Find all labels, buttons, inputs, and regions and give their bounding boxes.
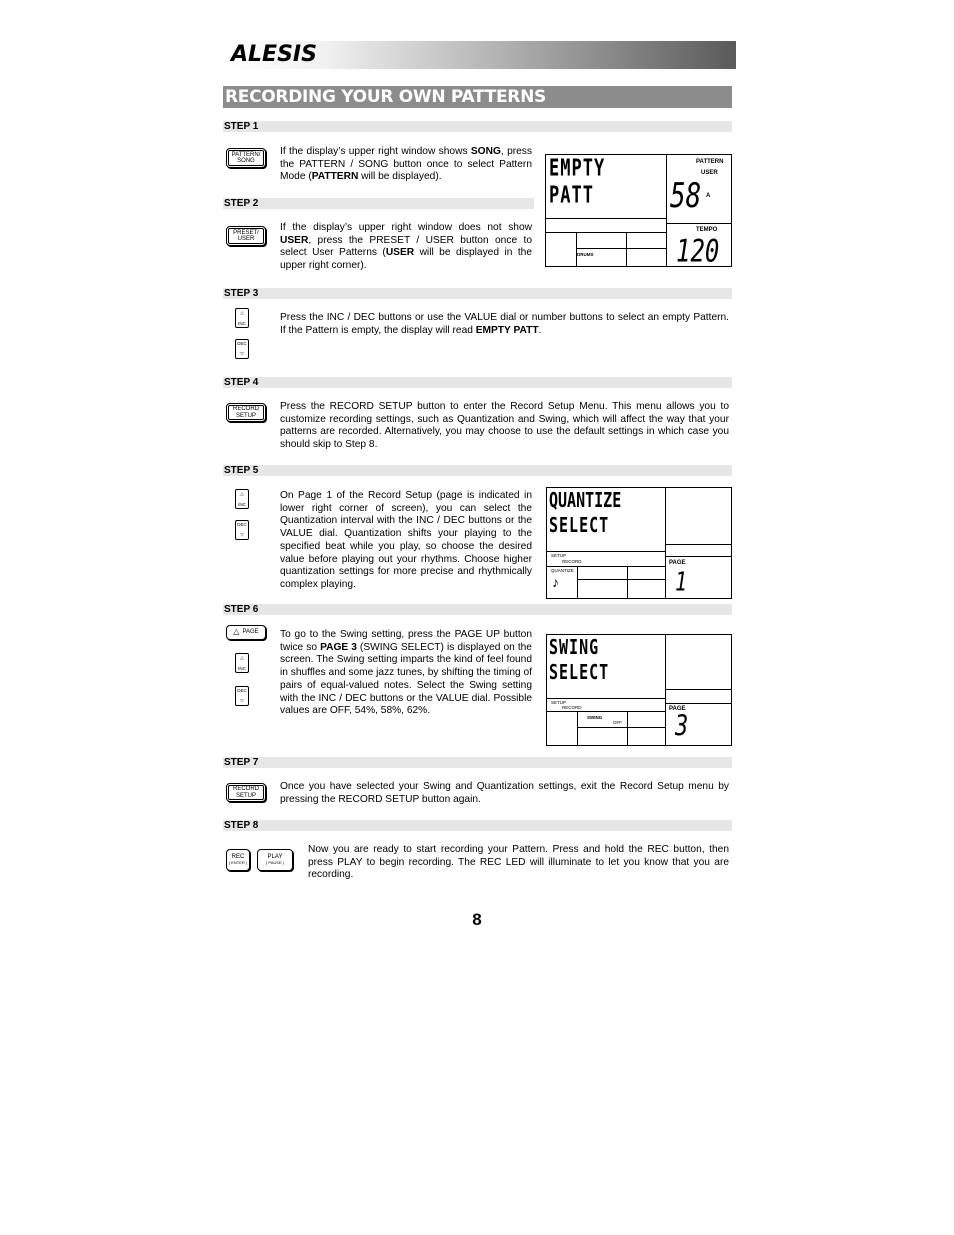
button-label: INC xyxy=(238,502,246,507)
button-label: INC xyxy=(238,321,246,326)
inc-button[interactable] xyxy=(235,308,249,328)
lcd-line1: EMPTY xyxy=(549,155,606,182)
step-label: STEP 2 xyxy=(224,198,259,209)
preset-user-button[interactable] xyxy=(226,226,266,246)
step-label: STEP 4 xyxy=(224,377,259,388)
lcd-line2: SELECT xyxy=(549,660,610,685)
up-triangle-icon: △ xyxy=(240,310,244,315)
pattern-number: 58 xyxy=(670,177,702,216)
lcd-line1: QUANTIZE xyxy=(549,488,622,513)
alesis-logo: ALESIS xyxy=(231,42,317,67)
note-icon: ♪ xyxy=(552,574,559,590)
button-label: PLAY xyxy=(267,853,283,860)
pattern-label: PATTERN xyxy=(696,159,724,165)
button-label: RECORD xyxy=(232,786,259,792)
lcd-line2: PATT xyxy=(549,182,594,209)
inc-button[interactable] xyxy=(235,653,249,673)
record-label: RECORD xyxy=(562,705,582,710)
dec-button[interactable] xyxy=(235,339,249,359)
step-label: STEP 6 xyxy=(224,604,259,615)
step-bar xyxy=(223,820,732,831)
step1-text: If the display’s upper right window shows SONG, press the PATTERN / SONG button once to select Pattern Mode (PATTERN will be displayed). xyxy=(280,146,532,183)
down-triangle-icon: ▽ xyxy=(240,698,244,703)
step8-text: Now you are ready to start recording your Pattern. Press and hold the REC button, then press PLAY to begin recording. The REC LED will illuminate to let you know that you are recording. xyxy=(308,844,729,881)
inc-button[interactable] xyxy=(235,489,249,509)
setup-label: SETUP xyxy=(551,700,567,705)
button-label: DEC xyxy=(237,341,247,346)
page-number: 8 xyxy=(472,910,482,929)
button-label: SONG xyxy=(237,158,255,164)
button-label: PATTERN/ xyxy=(231,151,261,158)
tempo-value: 120 xyxy=(676,233,720,270)
page-up-button[interactable] xyxy=(226,625,266,640)
up-triangle-icon: △ xyxy=(233,627,240,637)
quantize-label: QUANTIZE xyxy=(551,568,574,573)
record-setup-button[interactable] xyxy=(226,403,266,422)
page-label: PAGE xyxy=(669,706,686,712)
lcd-display-quantize xyxy=(546,487,732,599)
button-label: REC xyxy=(231,853,245,860)
step2-text: If the display’s upper right window does not show USER, press the PRESET / USER button once to select User Patterns (USER will be displayed in the upper right corner). xyxy=(280,222,532,272)
play-button[interactable] xyxy=(257,849,293,871)
button-sublabel: ( PAUSE ) xyxy=(265,860,285,865)
lcd-display-pattern xyxy=(545,154,732,270)
page-value: 1 xyxy=(675,566,688,598)
step-bar xyxy=(223,604,732,615)
pattern-song-button[interactable] xyxy=(226,148,266,168)
lcd-line1: SWING xyxy=(549,635,600,660)
button-label: SETUP xyxy=(235,792,256,799)
step-bar xyxy=(223,288,732,299)
drums-label: DRUMS xyxy=(577,252,594,257)
swing-label: SWING xyxy=(587,715,603,720)
step6-text: To go to the Swing setting, press the PAGE UP button twice so PAGE 3 (SWING SELECT) is displayed on the screen. The Swing setting imparts the kind of feel found in shuffles and some jazz tunes, by shifting the timing of pairs of equal-valued notes. Select the Swing setting with the INC / DEC buttons or the VALUE dial. Possible values are OFF, 54%, 58%, 62%. xyxy=(280,629,532,717)
button-label: DEC xyxy=(237,522,247,527)
lcd-display-swing xyxy=(546,634,732,746)
step3-text: Press the INC / DEC buttons or use the VALUE dial or number buttons to select an empty Pattern. If the Pattern is empty, the display will read EMPTY PATT. xyxy=(280,312,729,336)
step-label: STEP 8 xyxy=(224,820,259,831)
up-triangle-icon: △ xyxy=(240,491,244,496)
button-label: RECORD xyxy=(232,406,259,412)
button-sublabel: ( ENTER ) xyxy=(228,860,248,865)
button-label: USER xyxy=(237,236,255,242)
bank-label: A xyxy=(706,193,711,199)
setup-label: SETUP xyxy=(551,553,567,558)
record-label: RECORD xyxy=(562,559,582,564)
rec-button[interactable] xyxy=(226,849,250,871)
page-title: RECORDING YOUR OWN PATTERNS xyxy=(225,87,546,107)
step-label: STEP 7 xyxy=(224,757,259,768)
step5-text: On Page 1 of the Record Setup (page is indicated in lower right corner of screen), you can select the Quantization interval with the INC / DEC buttons or the VALUE dial. Quantization shifts your playing to the specified beat while you play, so choose the desired value before playing out your rhythms. Choose higher quantization settings for more precise and rhythmically complex playing. xyxy=(280,490,532,590)
step-label: STEP 5 xyxy=(224,465,259,476)
tempo-label: TEMPO xyxy=(696,227,718,233)
lcd-line2: SELECT xyxy=(549,513,610,538)
page-label: PAGE xyxy=(669,560,686,566)
step-label: STEP 3 xyxy=(224,288,259,299)
dec-button[interactable] xyxy=(235,520,249,540)
swing-value: OFF xyxy=(613,720,622,725)
step-bar xyxy=(223,757,732,768)
record-setup-button[interactable] xyxy=(226,783,266,802)
up-triangle-icon: △ xyxy=(240,655,244,660)
user-label: USER xyxy=(701,170,718,176)
page-value: 3 xyxy=(675,711,689,744)
button-label: PRESET/ xyxy=(233,229,259,236)
step-bar xyxy=(223,465,732,476)
dec-button[interactable] xyxy=(235,686,249,706)
button-label: INC xyxy=(238,666,246,671)
step-bar xyxy=(223,377,732,388)
step4-text: Press the RECORD SETUP button to enter the Record Setup Menu. This menu allows you to customize recording settings, such as Quantization and Swing, which will affect the way that your patterns are recorded. Alternatively, you may choose to use the default settings in which case you should skip to Step 8. xyxy=(280,401,729,451)
step-bar xyxy=(223,198,534,209)
step-bar xyxy=(223,121,732,132)
button-label: SETUP xyxy=(235,412,256,419)
step7-text: Once you have selected your Swing and Quantization settings, exit the Record Setup menu by pressing the RECORD SETUP button again. xyxy=(280,781,729,805)
step-label: STEP 1 xyxy=(224,121,259,132)
button-label: DEC xyxy=(237,688,247,693)
down-triangle-icon: ▽ xyxy=(240,532,244,537)
button-label: PAGE xyxy=(242,629,259,636)
down-triangle-icon: ▽ xyxy=(240,351,244,356)
